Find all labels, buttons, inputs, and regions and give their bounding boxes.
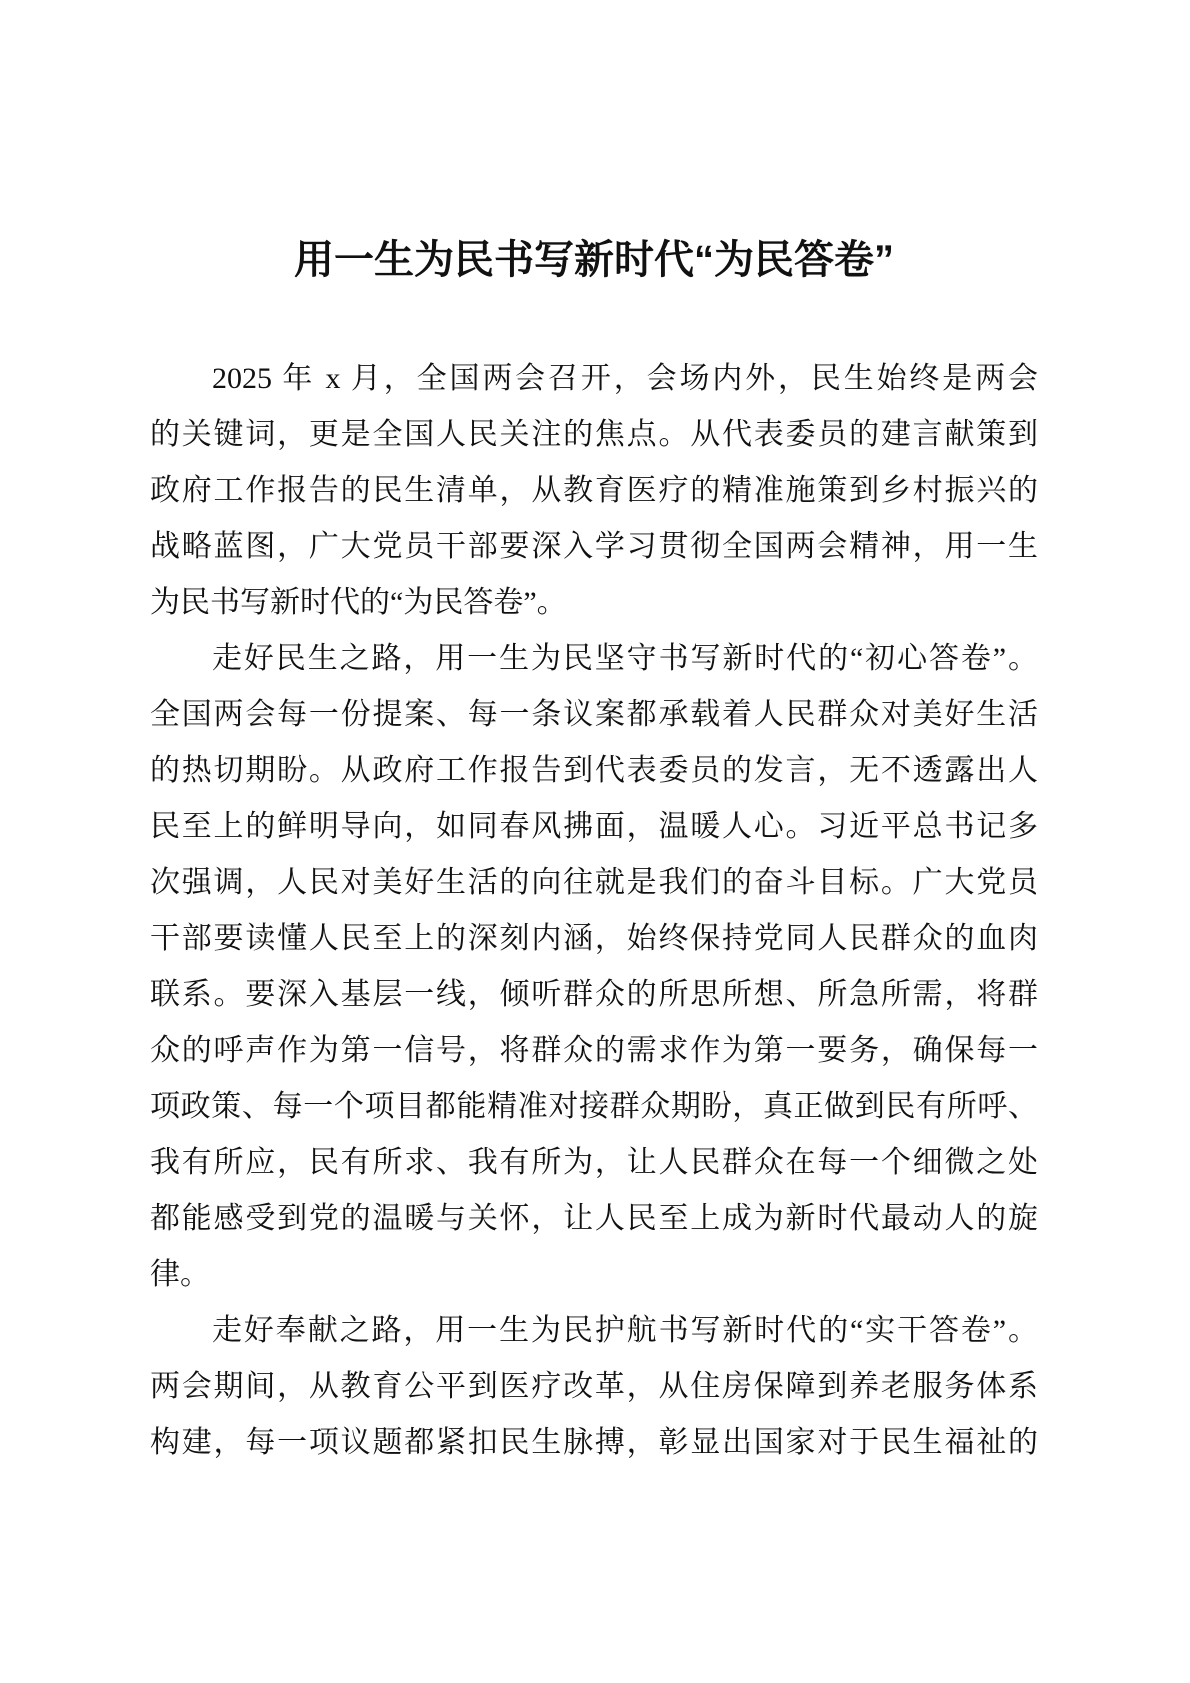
text-line: 的关键词，更是全国人民关注的焦点。从代表委员的建言献策到	[150, 418, 1038, 451]
text-line: 律。	[150, 1258, 210, 1291]
document-title: 用一生为民书写新时代“为民答卷”	[294, 238, 894, 282]
document-body	[150, 351, 1038, 1471]
text-line: 民至上的鲜明导向，如同春风拂面，温暖人心。习近平总书记多	[150, 810, 1038, 843]
paragraph-2	[150, 631, 1038, 1303]
text-line: 全国两会每一份提案、每一条议案都承载着人民群众对美好生活	[150, 698, 1038, 731]
text-line: 我有所应，民有所求、我有所为，让人民群众在每一个细微之处	[150, 1146, 1038, 1179]
text-line: 政府工作报告的民生清单，从教育医疗的精准施策到乡村振兴的	[150, 474, 1038, 507]
text-line: 战略蓝图，广大党员干部要深入学习贯彻全国两会精神，用一生	[150, 530, 1038, 563]
text-line: 次强调，人民对美好生活的向往就是我们的奋斗目标。广大党员	[150, 866, 1038, 899]
text-line: 的热切期盼。从政府工作报告到代表委员的发言，无不透露出人	[150, 754, 1038, 787]
text-line: 项政策、每一个项目都能精准对接群众期盼，真正做到民有所呼、	[150, 1090, 1038, 1123]
text-line: 走好民生之路，用一生为民坚守书写新时代的“初心答卷”。	[212, 642, 1038, 675]
text-line: 2025 年 x 月，全国两会召开，会场内外，民生始终是两会	[212, 362, 1038, 395]
text-line: 为民书写新时代的“为民答卷”。	[150, 586, 567, 619]
paragraph-3	[150, 1303, 1038, 1471]
text-line: 构建，每一项议题都紧扣民生脉搏，彰显出国家对于民生福祉的	[150, 1426, 1038, 1459]
text-line: 都能感受到党的温暖与关怀，让人民至上成为新时代最动人的旋	[150, 1202, 1038, 1235]
text-line: 众的呼声作为第一信号，将群众的需求作为第一要务，确保每一	[150, 1034, 1038, 1067]
text-line: 联系。要深入基层一线，倾听群众的所思所想、所急所需，将群	[150, 978, 1038, 1011]
paragraph-1	[150, 351, 1038, 631]
text-line: 两会期间，从教育公平到医疗改革，从住房保障到养老服务体系	[150, 1370, 1038, 1403]
text-line: 走好奉献之路，用一生为民护航书写新时代的“实干答卷”。	[212, 1314, 1038, 1347]
text-line: 干部要读懂人民至上的深刻内涵，始终保持党同人民群众的血肉	[150, 922, 1038, 955]
